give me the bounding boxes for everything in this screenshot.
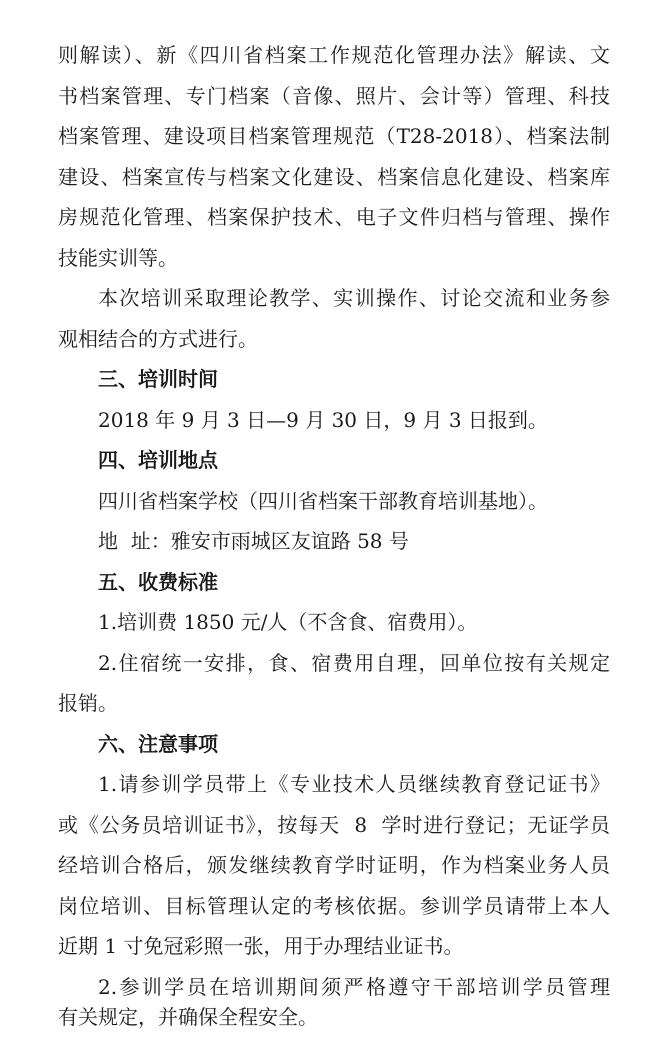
note-item-1-line: 或《公务员培训证书》，按每天 8 学时进行登记；无证学员 — [58, 813, 610, 837]
fee-item-2-line: 2.住宿统一安排，食、宿费用自理，回单位按有关规定 — [98, 651, 610, 675]
training-dates: 2018 年 9 月 3 日—9 月 30 日，9 月 3 日报到。 — [98, 408, 548, 432]
note-item-2-line: 有关规定，并确保全程安全。 — [58, 1005, 318, 1029]
training-address: 地 址：雅安市雨城区友谊路 58 号 — [98, 529, 409, 553]
note-item-1-line: 近期 1 寸免冠彩照一张，用于办理结业证书。 — [58, 934, 464, 958]
training-place: 四川省档案学校（四川省档案干部教育培训基地）。 — [98, 489, 548, 513]
note-item-1-line: 经培训合格后，颁发继续教育学时证明，作为档案业务人员 — [58, 853, 610, 877]
text-line: 建设、档案宣传与档案文化建设、档案信息化建设、档案库 — [58, 165, 610, 189]
fee-item-1: 1.培训费 1850 元/人（不含食、宿费用）。 — [98, 610, 478, 634]
text-line: 书档案管理、专门档案（音像、照片、会计等）管理、科技 — [58, 84, 610, 108]
note-item-1-line: 1.请参训学员带上《专业技术人员继续教育登记证书》 — [98, 772, 610, 796]
text-line: 观相结合的方式进行。 — [58, 327, 258, 351]
section-heading: 六、注意事项 — [98, 732, 218, 756]
fee-item-2-line: 报销。 — [58, 691, 118, 715]
text-line: 房规范化管理、档案保护技术、电子文件归档与管理、操作 — [58, 205, 610, 229]
section-heading: 五、收费标准 — [98, 570, 218, 594]
text-line: 则解读）、新《四川省档案工作规范化管理办法》解读、文 — [58, 43, 610, 67]
section-heading: 四、培训地点 — [98, 448, 218, 472]
section-heading: 三、培训时间 — [98, 367, 218, 391]
note-item-2-line: 2.参训学员在培训期间须严格遵守干部培训学员管理 — [98, 975, 610, 999]
text-line: 技能实训等。 — [58, 246, 178, 270]
note-item-1-line: 岗位培训、目标管理认定的考核依据。参训学员请带上本人 — [58, 894, 610, 918]
text-line: 本次培训采取理论教学、实训操作、讨论交流和业务参 — [98, 286, 610, 310]
text-line: 档案管理、建设项目档案管理规范（T28-2018）、档案法制 — [58, 124, 610, 148]
